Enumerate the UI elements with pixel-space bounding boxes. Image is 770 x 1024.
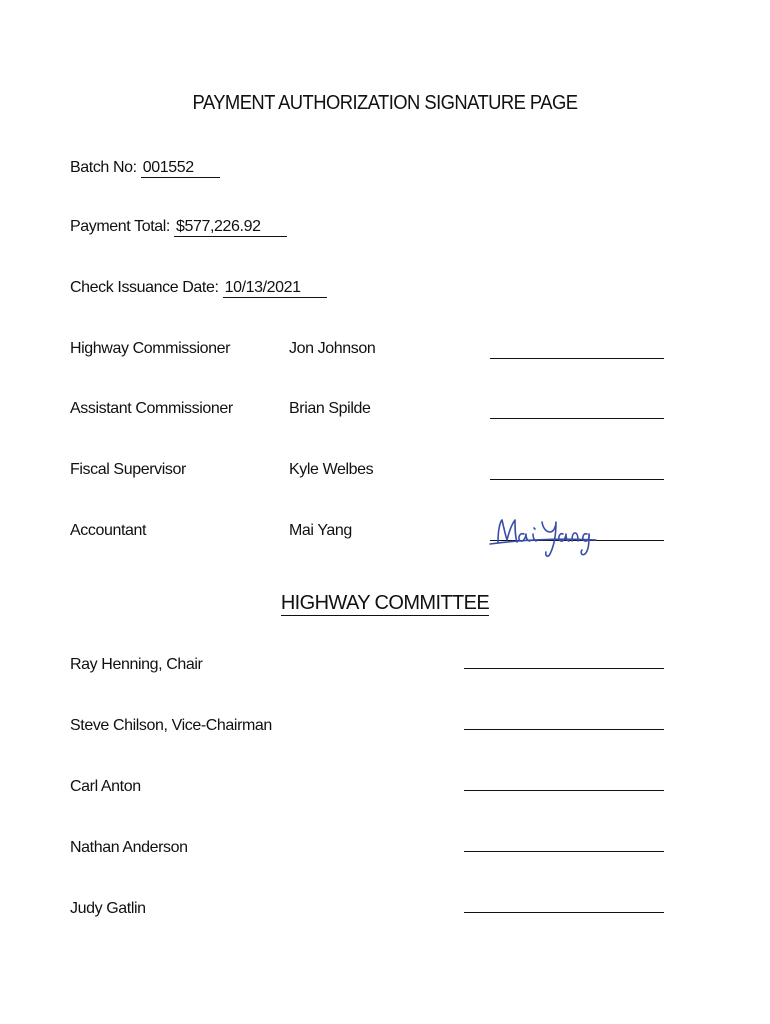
- signatory-title: Highway Commissioner: [70, 340, 231, 357]
- committee-member-name: Carl Anton: [70, 778, 141, 795]
- check-date-value: 10/13/2021: [223, 279, 327, 298]
- signatory-row: [70, 340, 664, 364]
- signature-line: [464, 790, 664, 791]
- committee-member-name: Ray Henning, Chair: [70, 656, 203, 673]
- signature-line: [464, 729, 664, 730]
- signatory-title: Assistant Commissioner: [70, 400, 233, 417]
- signatory-row: [70, 461, 664, 485]
- committee-member-name: Judy Gatlin: [70, 900, 146, 917]
- signatory-title: Fiscal Supervisor: [70, 461, 186, 478]
- committee-member-row: [70, 656, 664, 680]
- payment-total-value: $577,226.92: [174, 218, 287, 237]
- committee-heading-text: HIGHWAY COMMITTEE: [280, 592, 490, 614]
- committee-member-row: [70, 717, 664, 741]
- signatory-name: Mai Yang: [289, 522, 352, 539]
- check-date-field: [70, 279, 327, 298]
- signature-line: [490, 418, 664, 419]
- signatory-name: Kyle Welbes: [289, 461, 374, 478]
- signatory-name: Jon Johnson: [289, 340, 376, 357]
- committee-member-row: [70, 900, 664, 924]
- signature-line: [490, 358, 664, 359]
- signature-line: [464, 912, 664, 913]
- signature-line: [490, 479, 664, 480]
- signature-line: [464, 668, 664, 669]
- committee-member-row: [70, 839, 664, 863]
- page-title: PAYMENT AUTHORIZATION SIGNATURE PAGE: [192, 92, 578, 114]
- committee-heading: [0, 592, 770, 615]
- committee-member-name: Nathan Anderson: [70, 839, 188, 856]
- handwritten-signature: [488, 510, 598, 560]
- signatory-name: Brian Spilde: [289, 400, 371, 417]
- signatory-row: [70, 400, 664, 424]
- committee-member-name: Steve Chilson, Vice-Chairman: [70, 717, 272, 734]
- batch-number-label: Batch No:: [70, 159, 137, 176]
- check-date-label: Check Issuance Date:: [70, 279, 219, 296]
- payment-total-label: Payment Total:: [70, 218, 170, 235]
- batch-number-value: 001552: [141, 159, 220, 178]
- batch-number-field: [70, 159, 220, 178]
- payment-total-field: [70, 218, 287, 237]
- committee-member-row: [70, 778, 664, 802]
- signatory-title: Accountant: [70, 522, 147, 539]
- signature-line: [464, 851, 664, 852]
